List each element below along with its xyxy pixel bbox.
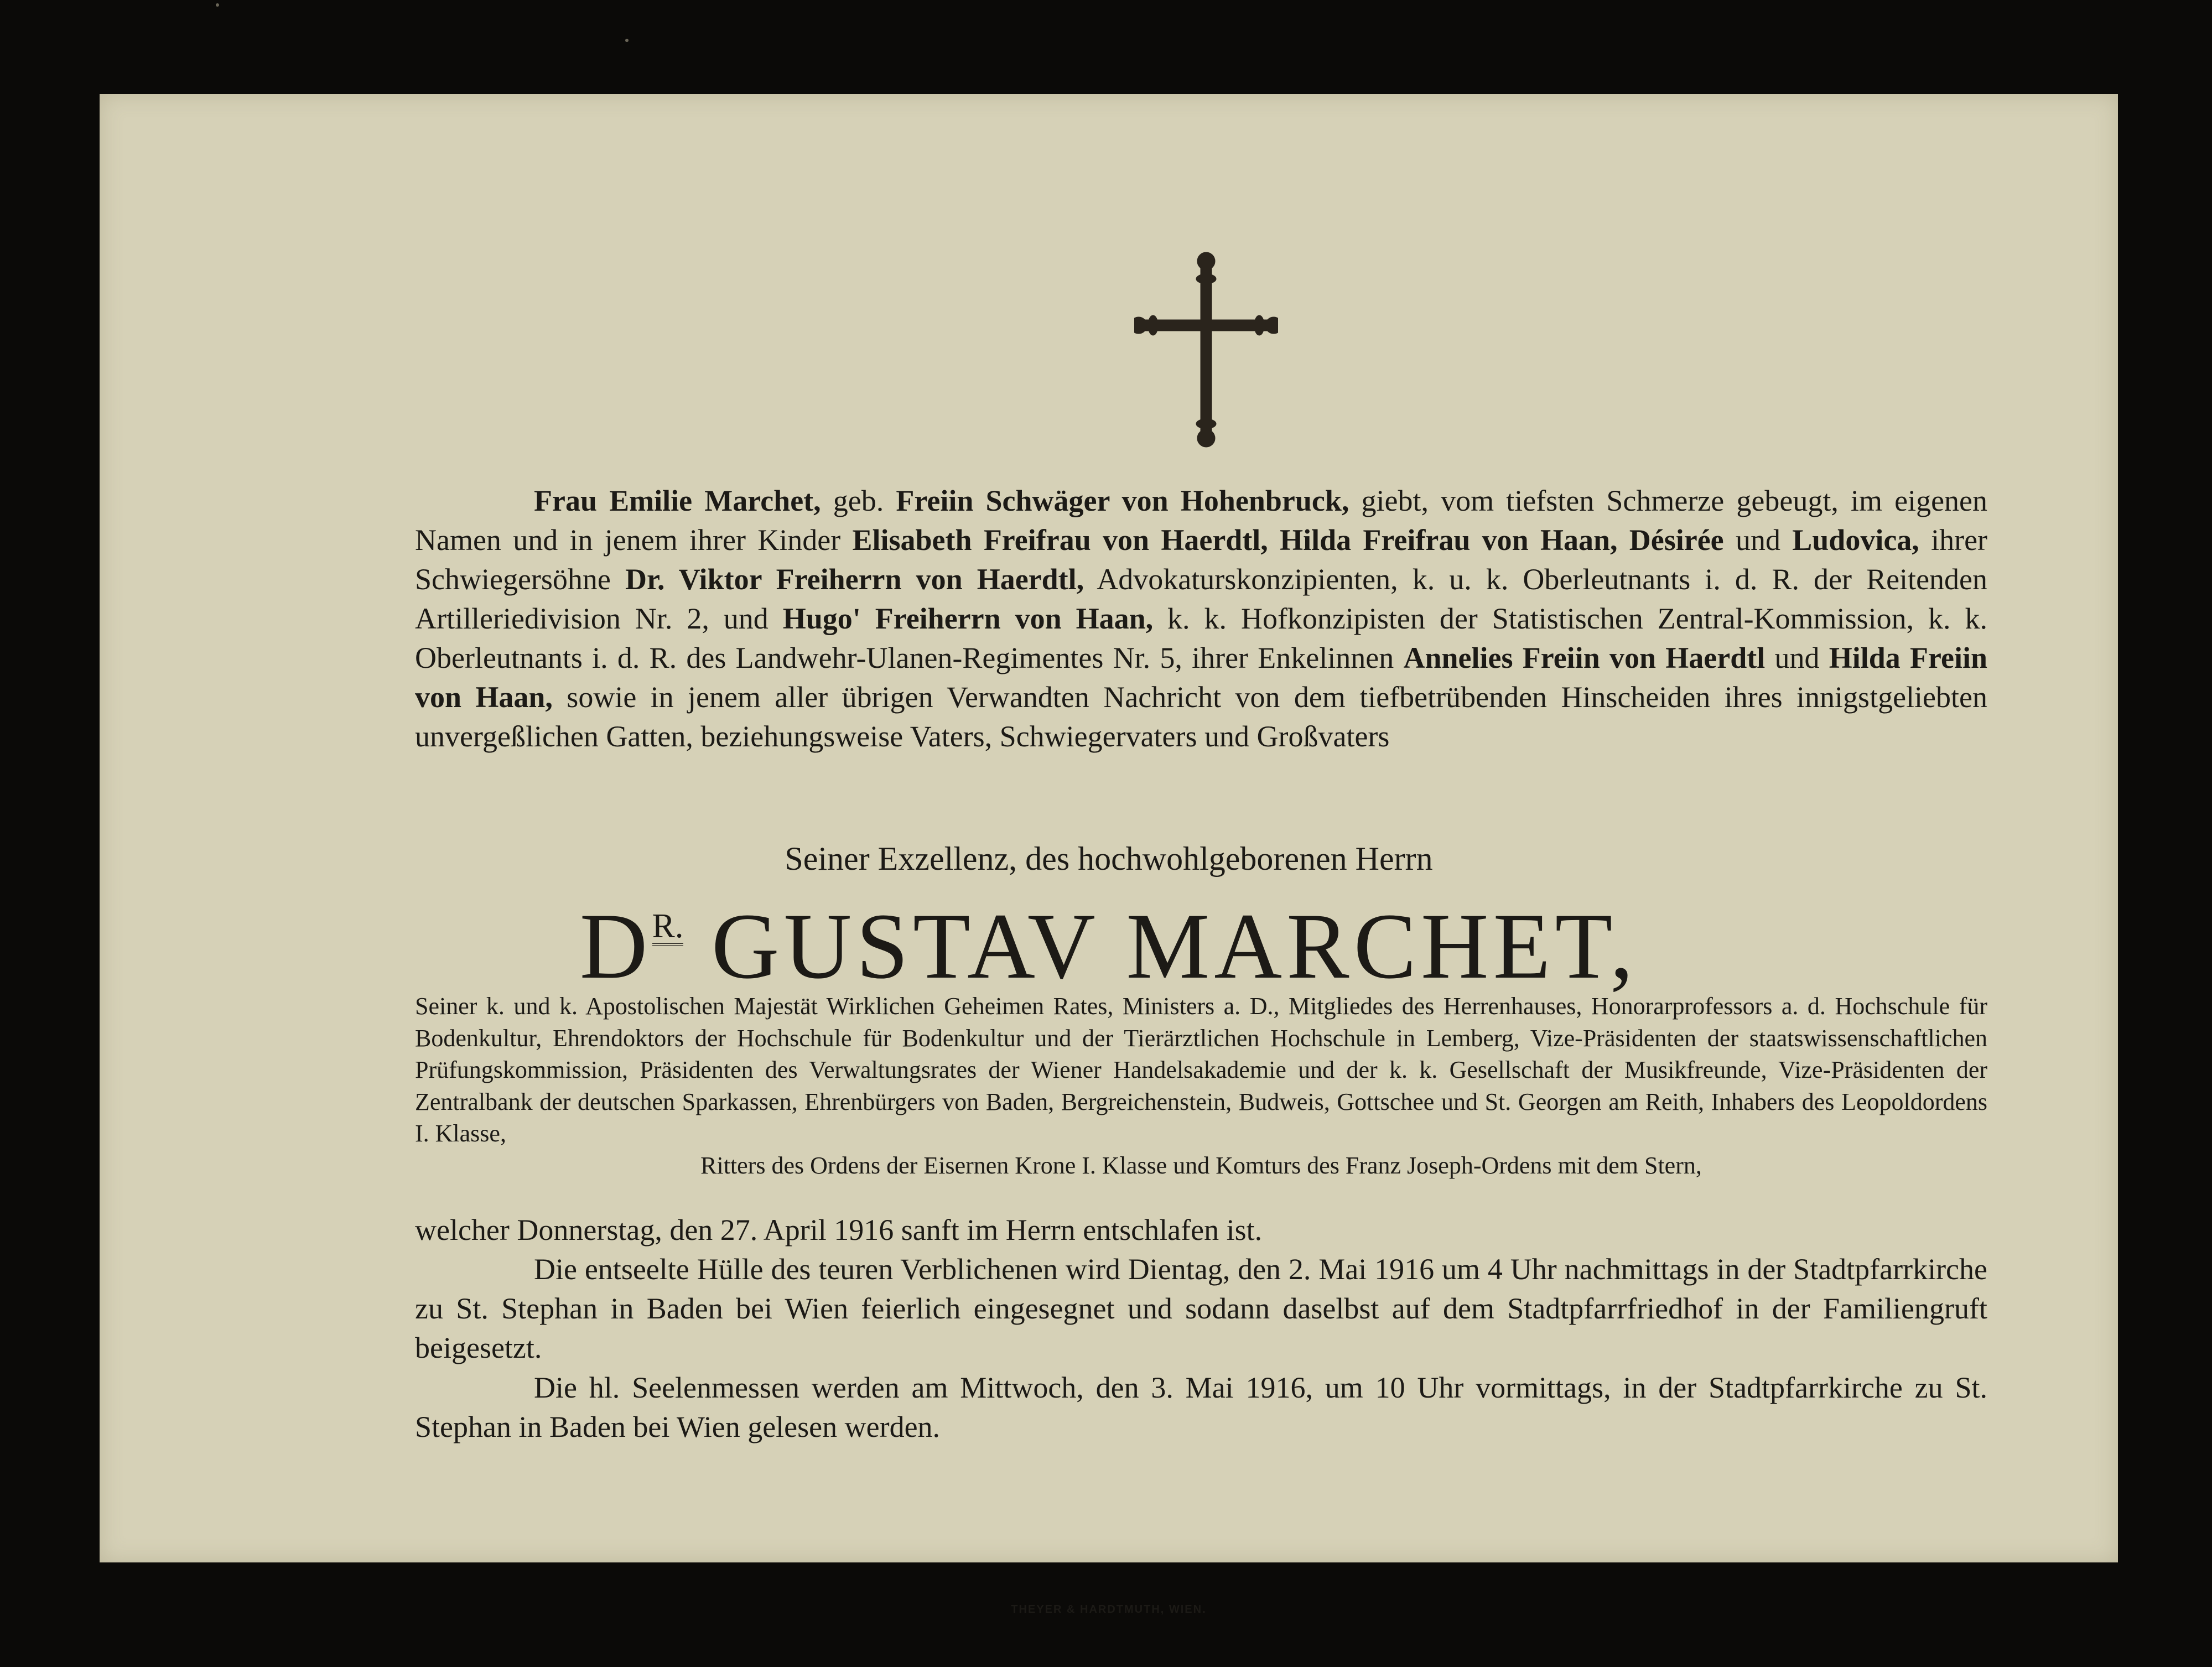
- death-date-paragraph: welcher Donnerstag, den 27. April 1916 sanft im Herrn entschlafen ist.: [415, 1213, 1263, 1247]
- widow-maiden-name: Freiin Schwäger von Hohenbruck,: [896, 484, 1349, 517]
- text-span: k. k. Hofkonzipisten der Statistischen Zentral-Kommission, k. k. Oberleutnants i. d. R. des Landwehr-Ulanen-Regimentes Nr. 5, ihrer Enkelinnen: [415, 602, 1987, 674]
- text-span: geb.: [821, 484, 896, 517]
- deceased-full-name: GUSTAV MARCHET,: [683, 894, 1638, 998]
- granddaughter-name: Annelies Freiin von Haerdtl: [1403, 641, 1766, 674]
- funeral-notice-card: [100, 94, 2118, 1616]
- printer-imprint: THEYER & HARDTMUTH, WIEN.: [1011, 1603, 1207, 1616]
- titles-text: Seiner k. und k. Apostolischen Majestät Wirklichen Geheimen Rates, Ministers a. D., Mitgliedes des Herrenhauses, Honorarprofessors a. d. Hochschule für Bodenkultur, Ehrendoktors der Hochschule für Bodenkultur und der Tierärztlichen Hochschule in Lemberg, Vize-Präsidenten der staatswissenschaftlichen Prüfungskommission, Präsidenten des Verwaltungsrates der Wiener Handelsakademie und der k. k. Gesellschaft der Musikfreunde, Vize-Präsidenten der Zentralbank der deutschen Sparkassen, Ehrenbürgers von Baden, Bergreichenstein, Budweis, Gottschee und St. Georgen am Reith, Inhabers des Leopoldordens I. Klasse,: [415, 993, 1987, 1147]
- announcement-paragraph: [415, 481, 1987, 756]
- son-in-law-name: Dr. Viktor Freiherrn von Haerdtl,: [625, 563, 1084, 596]
- deceased-titles: [415, 990, 1987, 1181]
- granddaughter-name: Hilda Freiin von Haan,: [415, 641, 1988, 714]
- cross-icon: [1134, 249, 1278, 448]
- dust-speck: [625, 39, 629, 42]
- text-span: ihrer Schwiegersöhne: [415, 523, 1988, 596]
- text-span: und: [1723, 523, 1793, 557]
- burial-paragraph: Die entseelte Hülle des teuren Verblichenen wird Dientag, den 2. Mai 1916 um 4 Uhr nachmittags in der Stadtpfarrkirche zu St. Stephan in Baden bei Wien feierlich eingesegnet und sodann daselbst auf dem Stadtpfarrfriedhof in der Familiengruft beigesetzt.: [415, 1253, 1987, 1364]
- daughter-name: Ludovica,: [1792, 523, 1919, 557]
- dust-speck: [216, 3, 219, 7]
- deceased-name: [100, 894, 2118, 999]
- text-span: und: [1765, 641, 1829, 674]
- son-in-law-name: Hugo' Freiherrn von Haan,: [782, 602, 1154, 635]
- text-span: sowie in jenem aller übrigen Verwandten Nachricht von dem tiefbetrübenden Hinscheiden ihres innigstgeliebten unvergeßlichen Gatten, beziehungsweise Vaters, Schwiegervaters und Großvaters: [415, 681, 1987, 753]
- daughters-names: Elisabeth Freifrau von Haerdtl, Hilda Freifrau von Haan, Désirée: [852, 523, 1724, 557]
- text-span: giebt, vom tiefsten Schmerze gebeugt, im eigenen Namen und in jenem ihrer Kinder: [415, 484, 1988, 557]
- text-span: Advokaturskonzipienten, k. u. k. Oberleutnants i. d. R. der Reitenden Artilleriedivision Nr. 2, und: [415, 563, 1987, 635]
- mass-paragraph: Die hl. Seelenmessen werden am Mittwoch, den 3. Mai 1916, um 10 Uhr vormittags, in der Stadtpfarrkirche zu St. Stephan in Baden bei Wien gelesen werden.: [415, 1371, 1987, 1443]
- titles-last-line: Ritters des Ordens der Eisernen Krone I. Klasse und Komturs des Franz Joseph-Ordens mit dem Stern,: [700, 1151, 1702, 1179]
- title-dr-d: D: [579, 894, 652, 998]
- honorific-intro: Seiner Exzellenz, des hochwohlgeborenen Herrn: [785, 840, 1433, 877]
- title-dr-superscript: R.: [652, 907, 684, 945]
- widow-name: Frau Emilie Marchet,: [534, 484, 821, 517]
